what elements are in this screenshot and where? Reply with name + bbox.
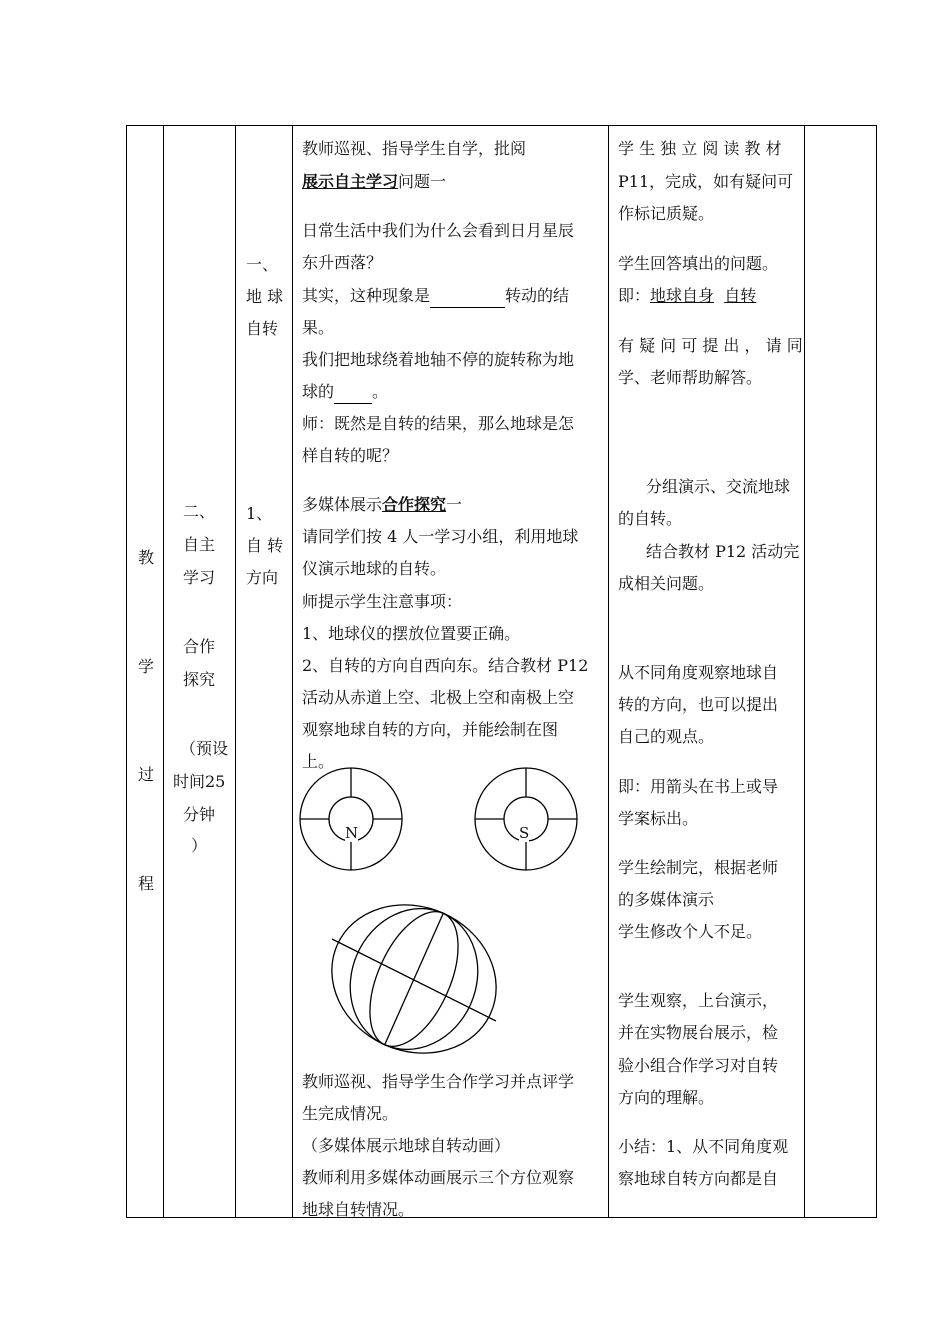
table-col-border (163, 125, 164, 1218)
teacher-line (302, 381, 388, 404)
stage-line: 自主 (183, 535, 216, 554)
teacher-line: 我们把地球绕着地轴不停的旋转称为地 (302, 350, 575, 369)
heading-char: 教 (138, 548, 155, 567)
table-col-border (608, 125, 609, 1218)
topic-line: 方向 (246, 568, 279, 587)
student-line: 作标记质疑。 (618, 204, 715, 223)
teacher-line: 生完成情况。 (302, 1104, 399, 1123)
student-line: 学生绘制完，根据老师 (618, 858, 779, 877)
teacher-line: 活动从赤道上空、北极上空和南极上空 (302, 688, 575, 707)
student-line: 分组演示、交流地球 (646, 477, 791, 496)
text: 球的 (302, 382, 335, 401)
student-line: 的自转。 (618, 509, 683, 528)
table-bottom-border (127, 1217, 877, 1218)
stage-line: 二、 (183, 502, 216, 521)
student-line: 学生观察，上台演示， (618, 991, 779, 1010)
topic-line: 1、 (246, 504, 273, 523)
table-col-border (876, 125, 877, 1218)
teacher-line: 仪演示地球的自转。 (302, 559, 447, 578)
teacher-line: 请同学们按 4 人一学习小组，利用地球 (302, 527, 579, 546)
table-col-border (235, 125, 236, 1218)
stage-line: 分钟 (183, 805, 216, 824)
student-line: 成相关问题。 (618, 574, 715, 593)
topic-line: 自转 (246, 319, 279, 338)
teacher-line: 东升西落？ (302, 253, 383, 272)
student-line: 并在实物展台展示，检 (618, 1023, 779, 1042)
text: 。 (372, 382, 389, 401)
teacher-line: 教师利用多媒体动画展示三个方位观察 (302, 1168, 575, 1187)
table-top-border (127, 125, 877, 126)
south-pole-diagram (473, 766, 579, 872)
teacher-line: 师：既然是自转的结果，那么地球是怎 (302, 414, 575, 433)
stage-line: 探究 (183, 670, 216, 689)
teacher-line: 观察地球自转的方向，并能绘制在图 (302, 720, 559, 739)
table-col-border (126, 125, 127, 1218)
student-line: 学、老师帮助解答。 (618, 368, 763, 387)
student-line (618, 285, 756, 307)
teacher-line: 教师巡视、指导学生自学，批阅 (302, 139, 527, 158)
stage-line: （预设 (180, 739, 229, 758)
text: 转动的结 (505, 286, 570, 305)
heading-char: 过 (138, 765, 155, 784)
student-line: 从不同角度观察地球自 (618, 663, 779, 682)
student-line: 有 疑 问 可 提 出 ， 请 同 (618, 336, 803, 355)
teacher-line: 日常生活中我们为什么会看到日月星辰 (302, 221, 575, 240)
answer: 自转 (724, 286, 757, 305)
text: 多媒体展示 (302, 495, 383, 514)
fill-blank (334, 381, 372, 404)
heading-char: 程 (138, 874, 155, 893)
student-line: 察地球自转方向都是自 (618, 1169, 779, 1188)
student-line: 即：用箭头在书上或导 (618, 777, 779, 796)
topic-line: 自 转 (246, 536, 284, 555)
stage-line: 时间25 (173, 772, 226, 791)
text: 即： (618, 286, 651, 305)
student-line: 自己的观点。 (618, 727, 715, 746)
north-label: N (345, 824, 359, 842)
emphasis: 展示自主学习 (302, 172, 399, 191)
student-line: 小结：1、从不同角度观 (618, 1137, 789, 1156)
globe-diagram (328, 902, 500, 1056)
teacher-line: 2、自转的方向自西向东。结合教材 P12 (302, 656, 589, 675)
student-line: P11，完成，如有疑问可 (618, 172, 794, 191)
student-line: 学案标出。 (618, 809, 699, 828)
teacher-line: 上。 (302, 752, 335, 771)
teacher-line (302, 171, 446, 193)
teacher-line: 教师巡视、指导学生合作学习并点评学 (302, 1072, 575, 1091)
text: 一 (446, 495, 463, 514)
emphasis: 合作探究 (382, 495, 447, 514)
north-pole-diagram (298, 766, 404, 872)
teacher-line: 1、地球仪的摆放位置要正确。 (302, 624, 521, 643)
teacher-line: 师提示学生注意事项： (302, 592, 463, 611)
table-col-border (292, 125, 293, 1218)
teacher-line: （多媒体展示地球自转动画） (302, 1136, 511, 1155)
student-line: 学生回答填出的问题。 (618, 254, 779, 273)
student-line: 验小组合作学习对自转 (618, 1056, 779, 1075)
topic-line: 一、 (246, 255, 279, 274)
student-line: 结合教材 P12 活动完 (646, 542, 800, 561)
heading-char: 学 (138, 657, 155, 676)
teacher-line (302, 285, 569, 308)
table-col-border (804, 125, 805, 1218)
teacher-line: 样自转的呢？ (302, 446, 399, 465)
answer: 地球自身 (650, 286, 715, 305)
fill-blank (430, 285, 505, 308)
text: 其实，这种现象是 (302, 286, 431, 305)
stage-line: 学习 (183, 568, 216, 587)
teacher-line: 地球自转情况。 (302, 1200, 415, 1219)
teacher-line: 果。 (302, 318, 335, 337)
south-label: S (519, 824, 530, 842)
student-line: 的多媒体演示 (618, 890, 715, 909)
student-line: 学生修改个人不足。 (618, 922, 763, 941)
student-line: 转的方向，也可以提出 (618, 695, 779, 714)
student-line: 学 生 独 立 阅 读 教 材 (618, 139, 782, 158)
student-line: 方向的理解。 (618, 1088, 715, 1107)
text: 问题一 (398, 172, 447, 191)
stage-line: 合作 (183, 637, 216, 656)
stage-line: ） (191, 836, 208, 855)
teacher-line (302, 494, 462, 516)
topic-line: 地 球 (246, 287, 284, 306)
